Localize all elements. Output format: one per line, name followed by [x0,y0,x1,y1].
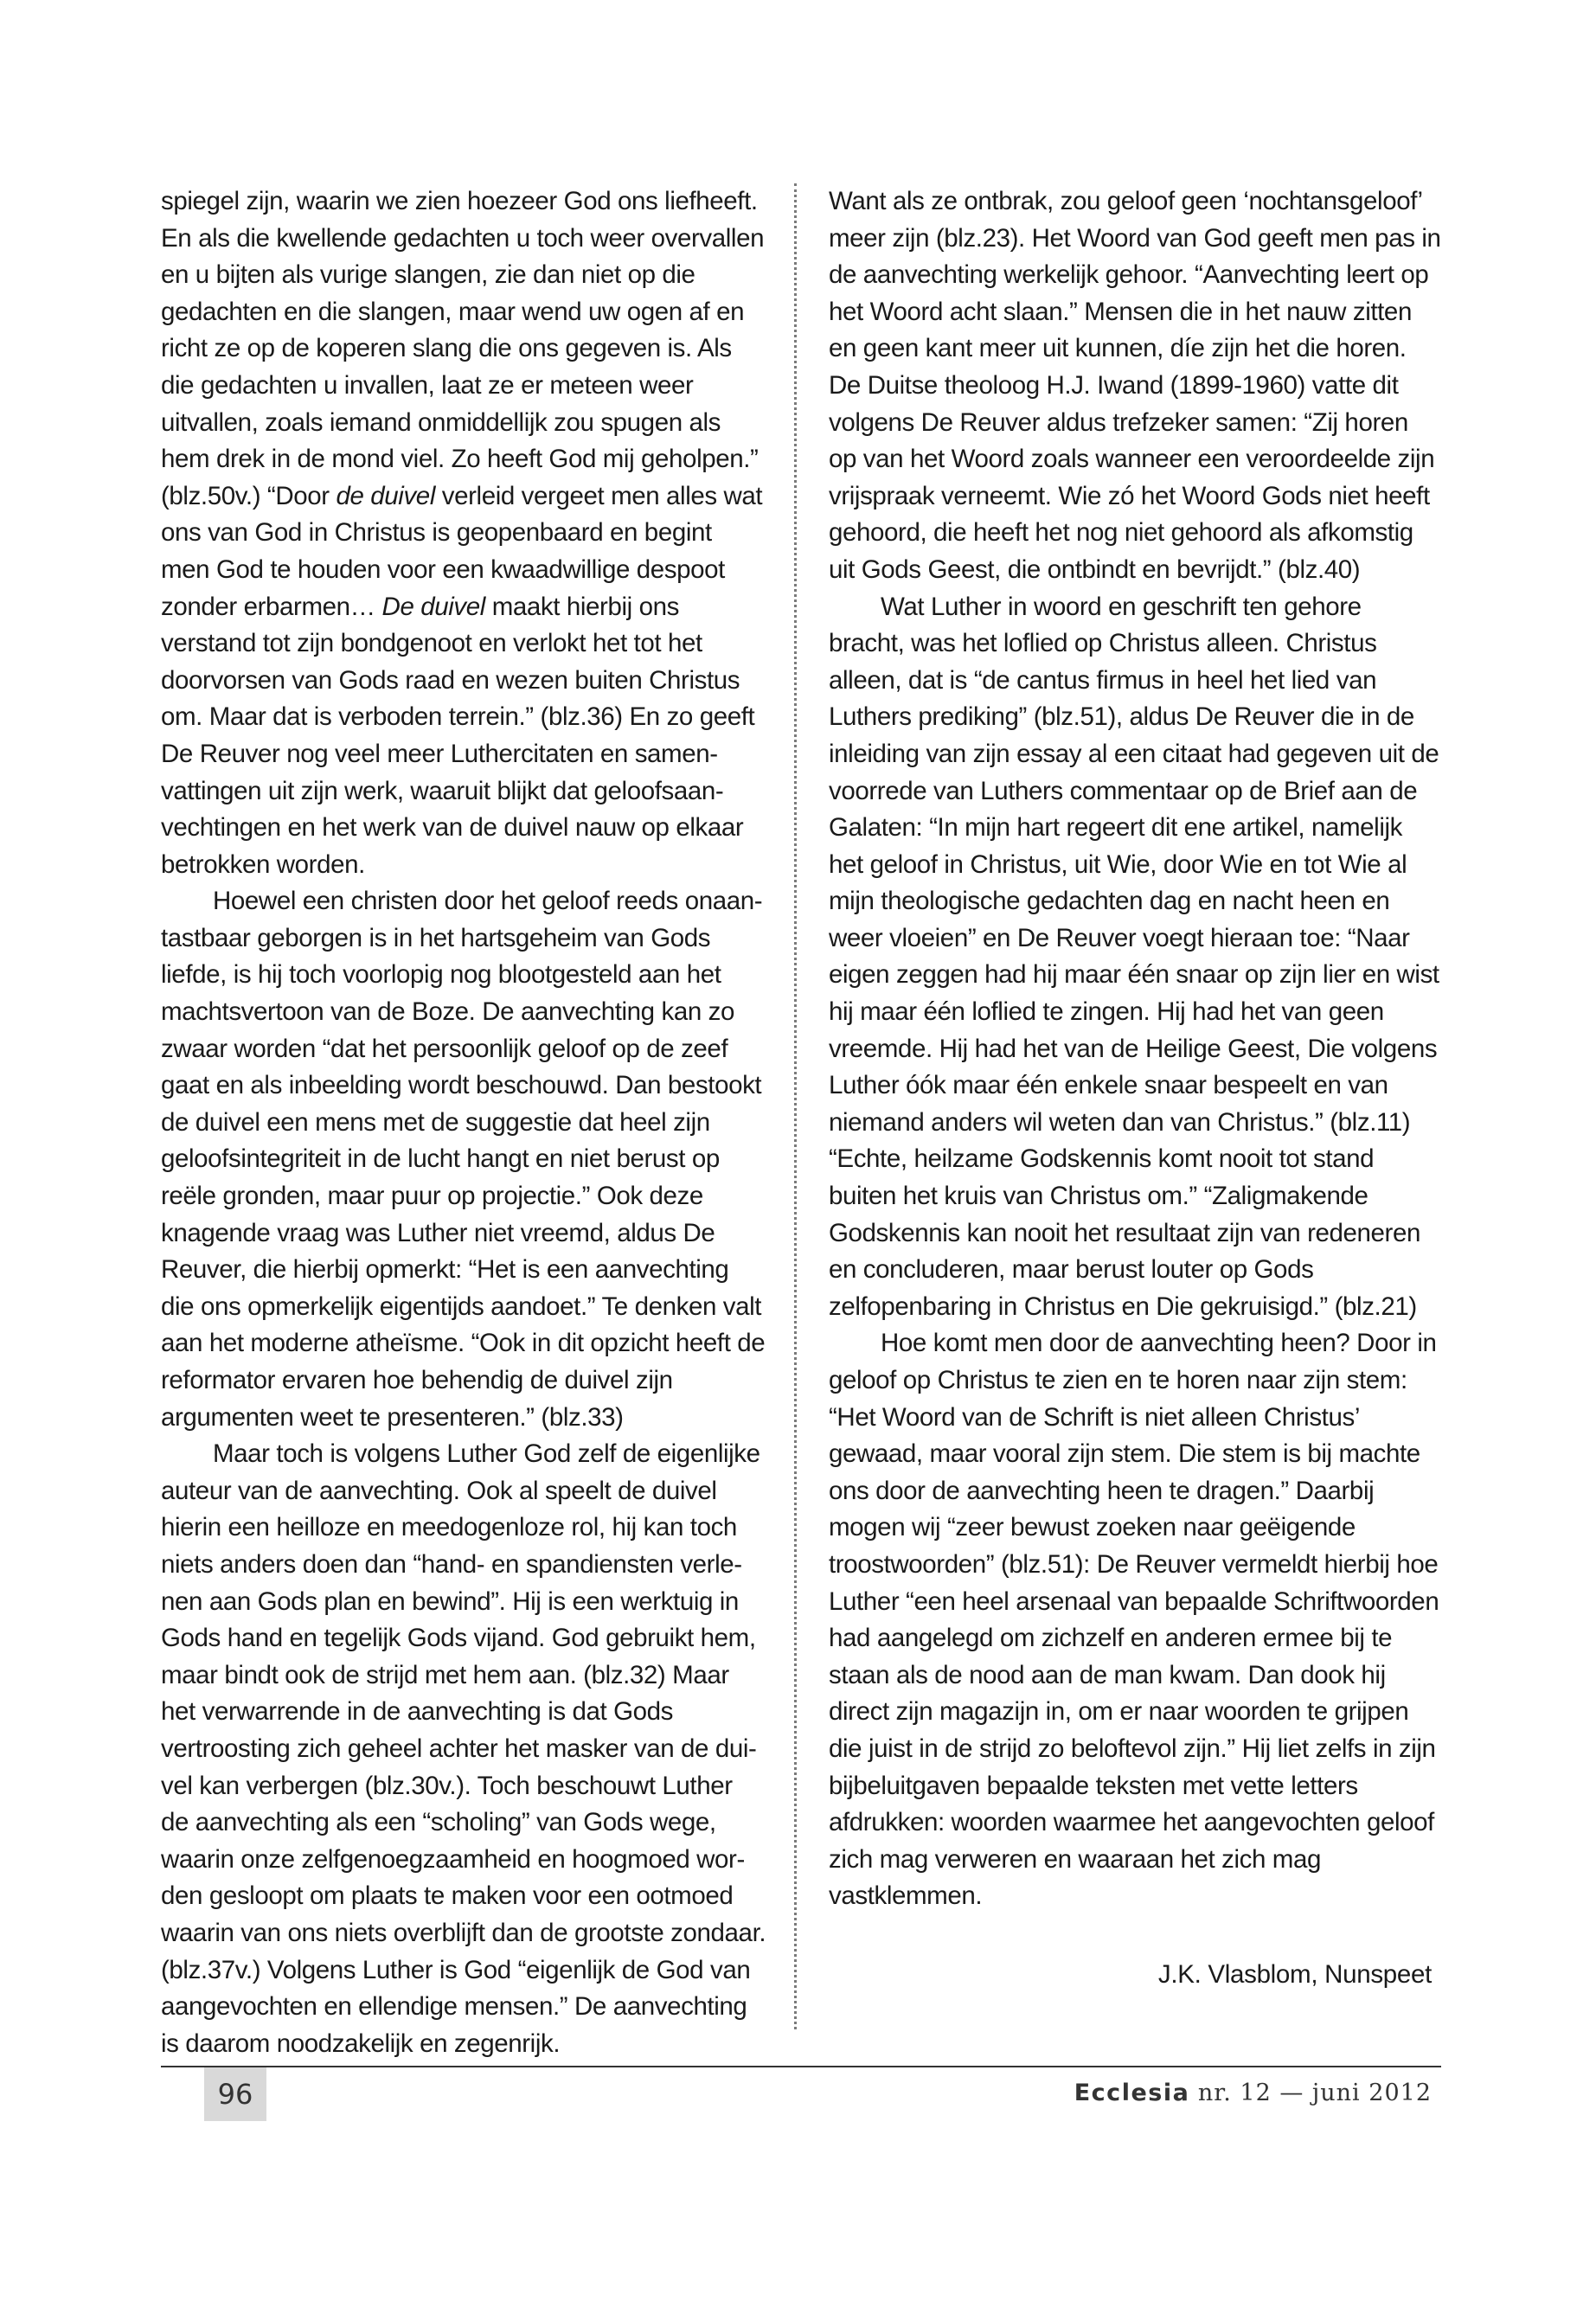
italic-text-run: de duivel [336,481,435,510]
text-run: spiegel zijn, waarin we zien hoezeer God ons liefheeft. En als die kwellende gedachten u toch weer overvallen en u bijten als vurige slangen, zie dan niet op die gedachten en die slangen, maar wend uw ogen af en richt ze op de koperen slang die ons gegeven is. Als die gedachten u invallen, laat ze er meteen weer uitvallen, zoals iemand onmiddellijk zou spugen als hem drek in de mond viel. Zo heeft God mij geholpen.” (blz.50v.) “Door [161,187,765,510]
italic-text-run: De duivel [381,592,485,621]
text-run: Hoe komt men door de aanvechting heen? Door in geloof op Christus te zien en te horen naar zijn stem: “Het Woord van de Schrift is niet alleen Christus’ gewaad, maar vooral zijn stem. Die stem is bij machte ons door de aanvechting heen te dragen.” Daarbij mogen wij “zeer bewust zoeken naar geëigende troostwoorden” (blz.51): De Reuver vermeldt hierbij hoe Luther “een heel arsenaal van bepaalde Schriftwoorden had aangelegd om zichzelf en anderen ermee bij te staan als de nood aan de man kwam. Dan dook hij direct zijn magazijn in, om er naar woorden te grijpen die juist in de strijd zo beloftevol zijn.” Hij liet zelfs in zijn bijbeluitgaven bepaalde teksten met vette letters afdrukken: woorden waarmee het aangevochten geloof zich mag verweren en waaraan het zich mag vastklemmen. [829,1329,1439,1911]
paragraph [161,1436,766,2062]
article-column-right [829,183,1441,1915]
text-run: verleid vergeet men alles wat ons van God in Christus is geopenbaard en begint men God te houden voor een kwaadwillige despoot zonder erbarmen… [161,481,763,621]
author-signature: J.K. Vlasblom, Nunspeet [1157,1960,1432,1989]
text-run: Maar toch is volgens Luther God zelf de eigenlijke auteur van de aanvechting. Ook al speelt de duivel hierin een heilloze en meedogenloze rol, hij kan toch niets anders doen dan “hand- en spandiensten verlenen aan Gods plan en bewind”. Hij is een werktuig in Gods hand en tegelijk Gods vijand. God gebruikt hem, maar bindt ook de strijd met hem aan. (blz.32) Maar het verwarrende in de aanvechting is dat Gods vertroosting zich geheel achter het masker van de duivel kan verbergen (blz.30v.). Toch beschouwt Luther de aanvechting als een “scholing” van Gods wege, waarin onze zelfgenoegzaamheid en hoogmoed worden gesloopt om plaats te maken voor een ootmoed waarin van ons niets overblijft dan de grootste zondaar. (blz.37v.) Volgens Luther is God “eigenlijk de God van aangevochten en ellendige mensen.” De aanvechting is daarom noodzakelijk en zegenrijk. [161,1439,766,2058]
footer-rule [161,2066,1441,2067]
text-run: Want als ze ontbrak, zou geloof geen ‘nochtansgeloof’ meer zijn (blz.23). Het Woord van God geeft men pas in de aanvechting werkelijk gehoor. “Aanvechting leert op het Woord acht slaan.” Mensen die in het nauw zitten en geen kant meer uit kunnen, díe zijn het die horen. De Duitse theoloog H.J. Iwand (1899-1960) vatte dit volgens De Reuver aldus trefzeker samen: “Zij horen op van het Woord zoals wanneer een veroordeelde zijn vrijspraak verneemt. Wie zó het Woord Gods niet heeft gehoord, die heeft het nog niet gehoord als afkomstig uit Gods Geest, die ontbindt en bevrijdt.” (blz.40) [829,187,1441,584]
journal-name: Ecclesia [1074,2080,1190,2106]
text-run: maakt hierbij ons verstand tot zijn bondgenoot en verlokt het tot het doorvorsen van Gods raad en wezen buiten Christus om. Maar dat is verboden terrein.” (blz.36) En zo geeft De Reuver nog veel meer Luthercitaten en samenvattingen uit zijn werk, waaruit blijkt dat geloofsaanvechtingen en het werk van de duivel nauw op elkaar betrokken worden. [161,592,755,879]
text-run: Hoewel een christen door het geloof reeds onaantastbaar geborgen is in het hartsgeheim van Gods liefde, is hij toch voorlopig nog blootgesteld aan het machtsvertoon van de Boze. De aanvechting kan zo zwaar worden “dat het persoonlijk geloof op de zeef gaat en als inbeelding wordt beschouwd. Dan bestookt de duivel een mens met de suggestie dat heel zijn geloofsintegriteit in de lucht hangt en niet berust op reële gronden, maar puur op projectie.” Ook deze knagende vraag was Luther niet vreemd, aldus De Reuver, die hierbij opmerkt: “Het is een aanvechting die ons opmerkelijk eigentijds aandoet.” Te denken valt aan het moderne atheïsme. “Ook in dit opzicht heeft de reformator ervaren hoe behendig de duivel zijn argumenten weet te presenteren.” (blz.33) [161,887,766,1432]
column-divider [794,183,797,2029]
page-number: 96 [204,2067,266,2121]
journal-info [1074,2076,1432,2111]
paragraph [829,183,1441,589]
paragraph [161,883,766,1436]
paragraph [161,183,766,883]
journal-issue: nr. 12 — juni 2012 [1189,2080,1432,2106]
article-column-left [161,183,766,2062]
paragraph [829,589,1441,1326]
paragraph [829,1325,1441,1915]
text-run: Wat Luther in woord en geschrift ten gehore bracht, was het loflied op Christus alleen. Christus alleen, dat is “de cantus firmus in heel het lied van Luthers prediking” (blz.51), aldus De Reuver die in de inleiding van zijn essay al een citaat had gegeven uit de voorrede van Luthers commentaar op de Brief aan de Galaten: “In mijn hart regeert dit ene artikel, namelijk het geloof in Christus, uit Wie, door Wie en tot Wie al mijn theologische gedachten dag en nacht heen en weer vloeien” en De Reuver voegt hieraan toe: “Naar eigen zeggen had hij maar één snaar op zijn lier en wist hij maar één loflied te zingen. Hij had het van geen vreemde. Hij had het van de Heilige Geest, Die volgens Luther óók maar één enkele snaar bespeelt en van niemand anders wil weten dan van Christus.” (blz.11) “Echte, heilzame Godskennis komt nooit tot stand buiten het kruis van Christus om.” “Zaligmakende Godskennis kan nooit het resultaat zijn van redeneren en concluderen, maar berust louter op Gods zelfopenbaring in Christus en Die gekruisigd.” (blz.21) [829,592,1439,1321]
